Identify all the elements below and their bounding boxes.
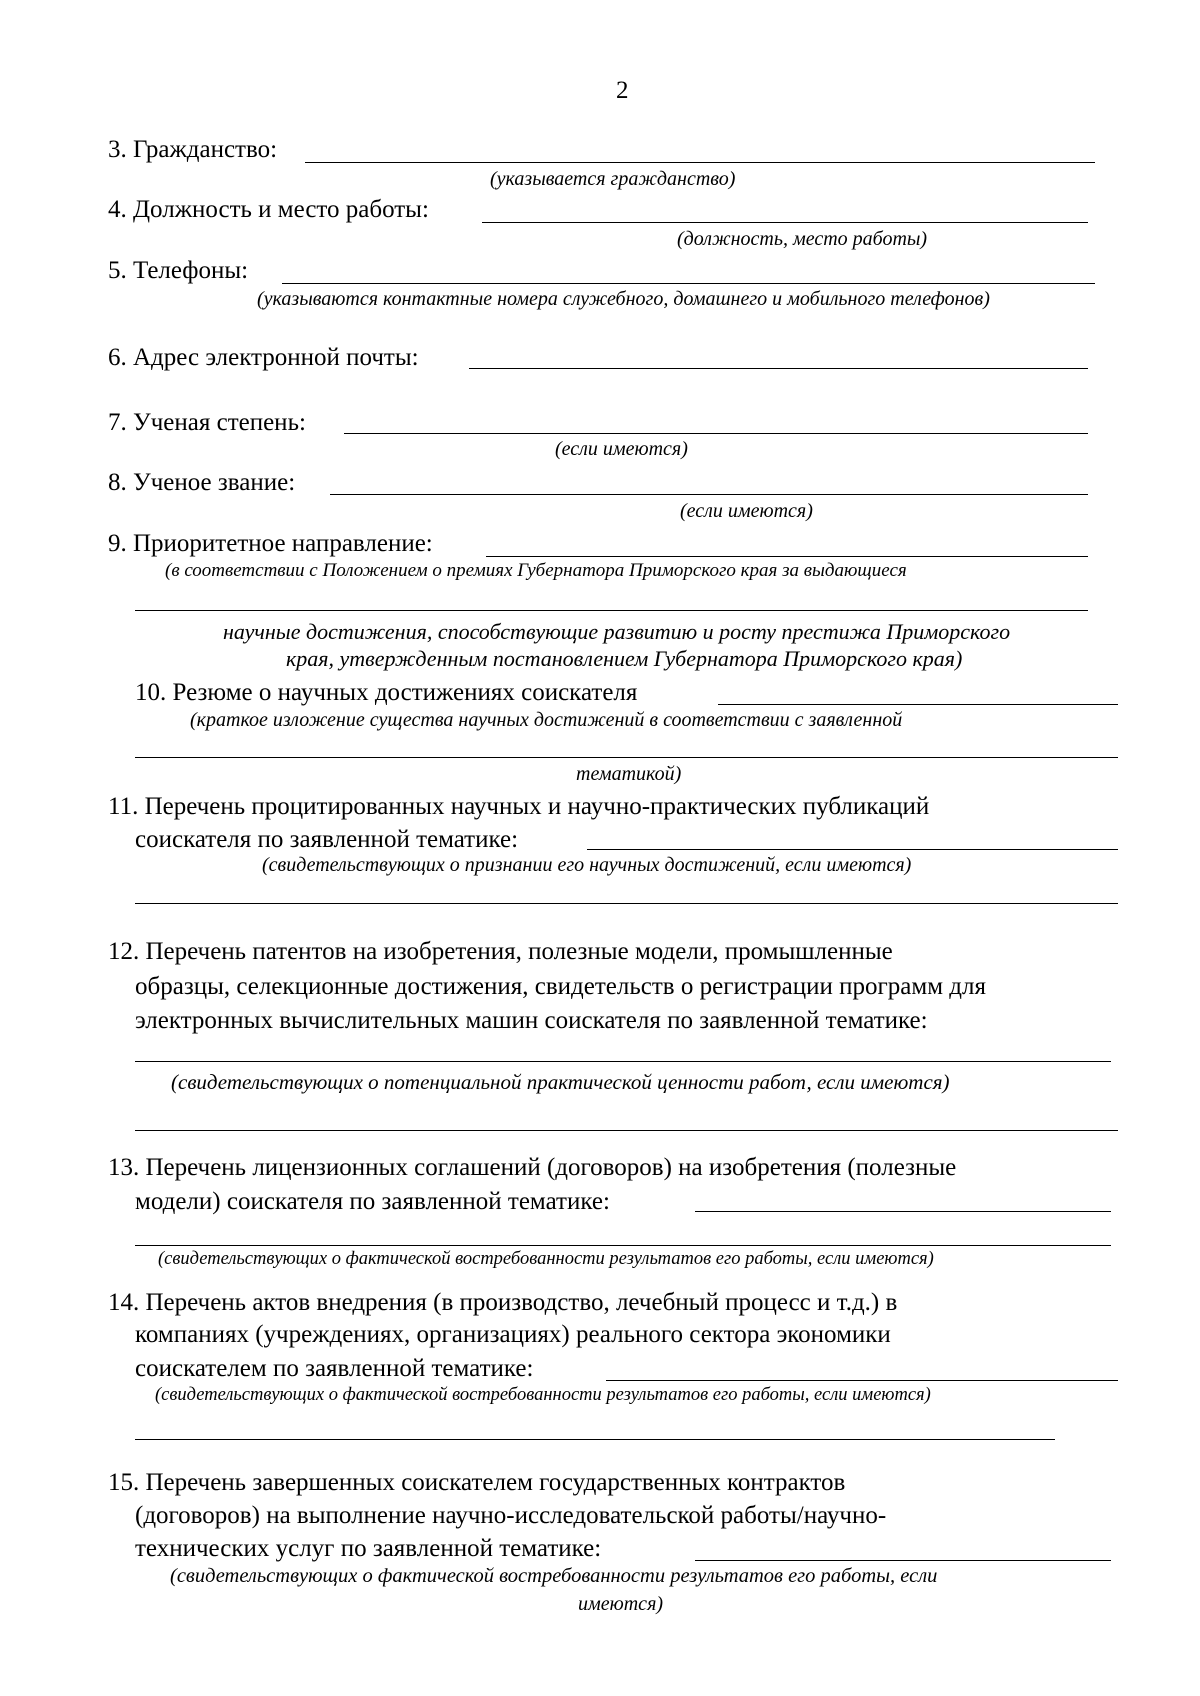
item-11-field-line[interactable] [587, 849, 1118, 850]
item-15-line-2: (договоров) на выполнение научно-исследовательской работы/научно- [135, 1502, 887, 1529]
item-6-label: 6. Адрес электронной почты: [108, 344, 419, 371]
item-15-line-1: 15. Перечень завершенных соискателем государственных контрактов [108, 1469, 846, 1496]
item-12-field-line[interactable] [135, 1061, 1111, 1062]
item-10-hint-2: тематикой) [576, 763, 682, 785]
item-13-field-line-2[interactable] [135, 1245, 1111, 1246]
item-6-field-line[interactable] [469, 368, 1088, 369]
item-14-hint: (свидетельствующих о фактической востребованности результатов его работы, если имеются) [155, 1385, 931, 1405]
item-4-field-line[interactable] [482, 222, 1088, 223]
item-3-hint: (указывается гражданство) [490, 168, 736, 190]
item-3-field-line[interactable] [305, 162, 1095, 163]
item-11-line-2: соискателя по заявленной тематике: [135, 826, 519, 853]
item-12-line-2: образцы, селекционные достижения, свидетельств о регистрации программ для [135, 973, 986, 1000]
item-9-hint-3: края, утвержденным постановлением Губернатора Приморского края) [286, 646, 963, 671]
item-9-field-line[interactable] [486, 556, 1088, 557]
item-10-field-line-2[interactable] [135, 757, 1118, 758]
item-9-field-line-2[interactable] [135, 610, 1088, 611]
page-number: 2 [616, 77, 629, 104]
item-3-label: 3. Гражданство: [108, 136, 278, 163]
item-11-hint: (свидетельствующих о признании его научных достижений, если имеются) [262, 854, 912, 876]
item-12-hint: (свидетельствующих о потенциальной практической ценности работ, если имеются) [171, 1070, 950, 1094]
item-15-hint-2: имеются) [578, 1593, 664, 1615]
item-15-hint-1: (свидетельствующих о фактической востребованности результатов его работы, если [170, 1565, 938, 1587]
item-7-field-line[interactable] [344, 433, 1088, 434]
item-13-hint: (свидетельствующих о фактической востребованности результатов его работы, если имеются) [158, 1249, 934, 1269]
item-9-hint-2: научные достижения, способствующие развитию и росту престижа Приморского [223, 619, 1011, 644]
item-14-line-2: компаниях (учреждениях, организациях) реального сектора экономики [135, 1321, 891, 1348]
item-12-line-3: электронных вычислительных машин соискателя по заявленной тематике: [135, 1007, 928, 1034]
item-12-field-line-2[interactable] [135, 1130, 1118, 1131]
item-8-label: 8. Ученое звание: [108, 469, 296, 496]
item-10-label: 10. Резюме о научных достижениях соискателя [135, 679, 638, 706]
item-13-line-1: 13. Перечень лицензионных соглашений (договоров) на изобретения (полезные [108, 1154, 957, 1181]
item-9-label: 9. Приоритетное направление: [108, 530, 433, 557]
item-15-line-3: технических услуг по заявленной тематике: [135, 1535, 602, 1562]
item-10-hint-1: (краткое изложение существа научных достижений в соответствии с заявленной [190, 709, 903, 731]
item-14-line-3: соискателем по заявленной тематике: [135, 1355, 534, 1382]
item-5-field-line[interactable] [282, 283, 1095, 284]
item-11-field-line-2[interactable] [135, 903, 1118, 904]
item-9-hint-1: (в соответствии с Положением о премиях Губернатора Приморского края за выдающиеся [165, 560, 907, 581]
item-14-field-line-2[interactable] [135, 1439, 1055, 1440]
item-8-hint: (если имеются) [680, 500, 813, 522]
item-4-label: 4. Должность и место работы: [108, 196, 429, 223]
item-15-field-line[interactable] [695, 1560, 1111, 1561]
item-5-label: 5. Телефоны: [108, 257, 249, 284]
item-8-field-line[interactable] [330, 494, 1088, 495]
item-7-label: 7. Ученая степень: [108, 409, 306, 436]
item-13-field-line[interactable] [695, 1211, 1111, 1212]
item-14-line-1: 14. Перечень актов внедрения (в производство, лечебный процесс и т.д.) в [108, 1289, 898, 1316]
item-5-hint: (указываются контактные номера служебного, домашнего и мобильного телефонов) [257, 288, 990, 310]
item-13-line-2: модели) соискателя по заявленной тематике: [135, 1188, 610, 1215]
item-7-hint: (если имеются) [555, 438, 688, 460]
item-4-hint: (должность, место работы) [677, 228, 928, 250]
item-11-line-1: 11. Перечень процитированных научных и научно-практических публикаций [108, 793, 930, 820]
item-10-field-line[interactable] [718, 704, 1118, 705]
item-14-field-line[interactable] [606, 1380, 1118, 1381]
item-12-line-1: 12. Перечень патентов на изобретения, полезные модели, промышленные [108, 938, 893, 965]
